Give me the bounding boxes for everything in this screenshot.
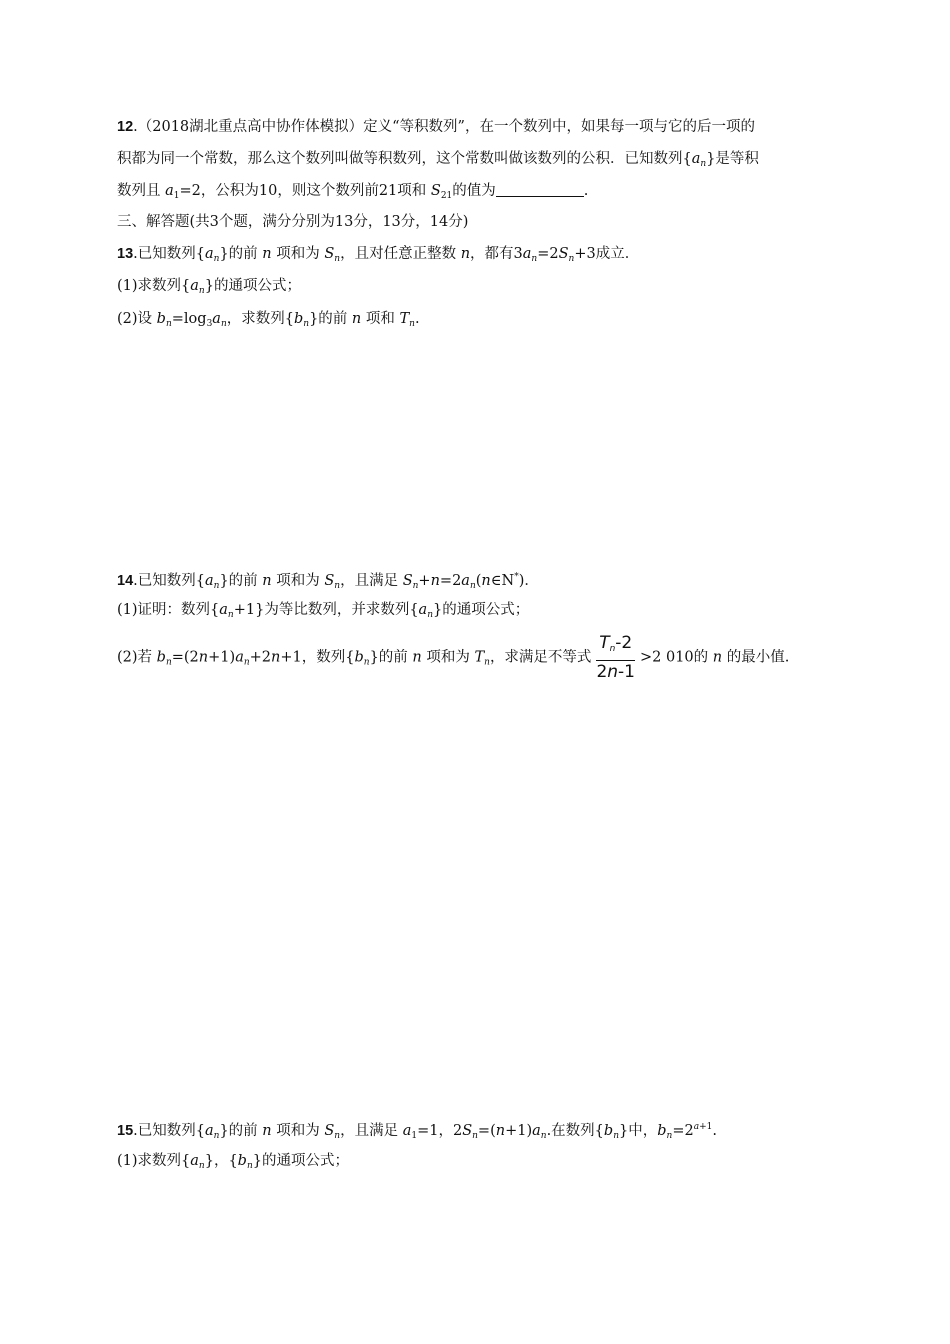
q15-number: 15 xyxy=(117,1123,134,1139)
q12-line-2: 积都为同一个常数，那么这个数列叫做等积数列，这个常数叫做该数列的公积．已知数列$\{a_n\}$是等积 xyxy=(117,151,759,169)
q14-number: 14 xyxy=(117,573,134,589)
inequality-fraction xyxy=(593,633,638,682)
q15-part-1: (1)求数列$\{a_n\}$，$\{b_n\}$的通项公式； xyxy=(117,1153,349,1171)
fraction-numerator: $T_n-2$ xyxy=(596,633,635,661)
q12-number: 12 xyxy=(117,119,134,135)
q15-line-1: 15.已知数列$\{a_n\}$的前 n 项和为 $S_n$，且满足 $a_1=1$，$2S_n=(n+1)a_n$.在数列$\{b_n\}$中，$b_n=2^{a+1}$. xyxy=(117,1122,717,1141)
q14-part-1: (1)证明：数列$\{a_n+1\}$为等比数列，并求数列$\{a_n\}$的通项公式； xyxy=(117,602,530,620)
q14-part-2: (2)若 $b_n=(2n+1)a_n+2n+1$，数列$\{b_n\}$的前 n 项和为 $T_n$，求满足不等式 $\frac{T_n-2}{2n-1}$ >2 010的 n 的最小值. xyxy=(117,633,790,682)
q13-part-2: (2)设 $b_n=\log_3a_n$，求数列$\{b_n\}$的前 n 项和 $T_n$. xyxy=(117,311,420,329)
q13-part-1: (1)求数列$\{a_n\}$的通项公式； xyxy=(117,278,301,296)
q12-line-3: 数列且 $a_1=2$，公积为10，则这个数列前21项和 $S_{21}$的值为 . xyxy=(117,183,589,201)
q12-line-1: 12.（2018湖北重点高中协作体模拟）定义“等积数列”，在一个数列中，如果每一项与它的后一项的 xyxy=(117,119,755,135)
q13-line-1: 13.已知数列$\{a_n\}$的前 n 项和为 $S_n$，且对任意正整数 n，都有$3a_n=2S_n+3$成立． xyxy=(117,246,640,264)
fraction-denominator: 2n-1 xyxy=(596,662,635,682)
answer-blank[interactable] xyxy=(496,182,584,197)
section-three-heading: 三、解答题(共3个题，满分分别为13分，13分，14分) xyxy=(117,214,469,230)
q14-line-1: 14.已知数列$\{a_n\}$的前 n 项和为 $S_n$，且满足 $S_n+n=2a_n(n\in N^*)$． xyxy=(117,572,539,591)
q13-number: 13 xyxy=(117,246,134,262)
